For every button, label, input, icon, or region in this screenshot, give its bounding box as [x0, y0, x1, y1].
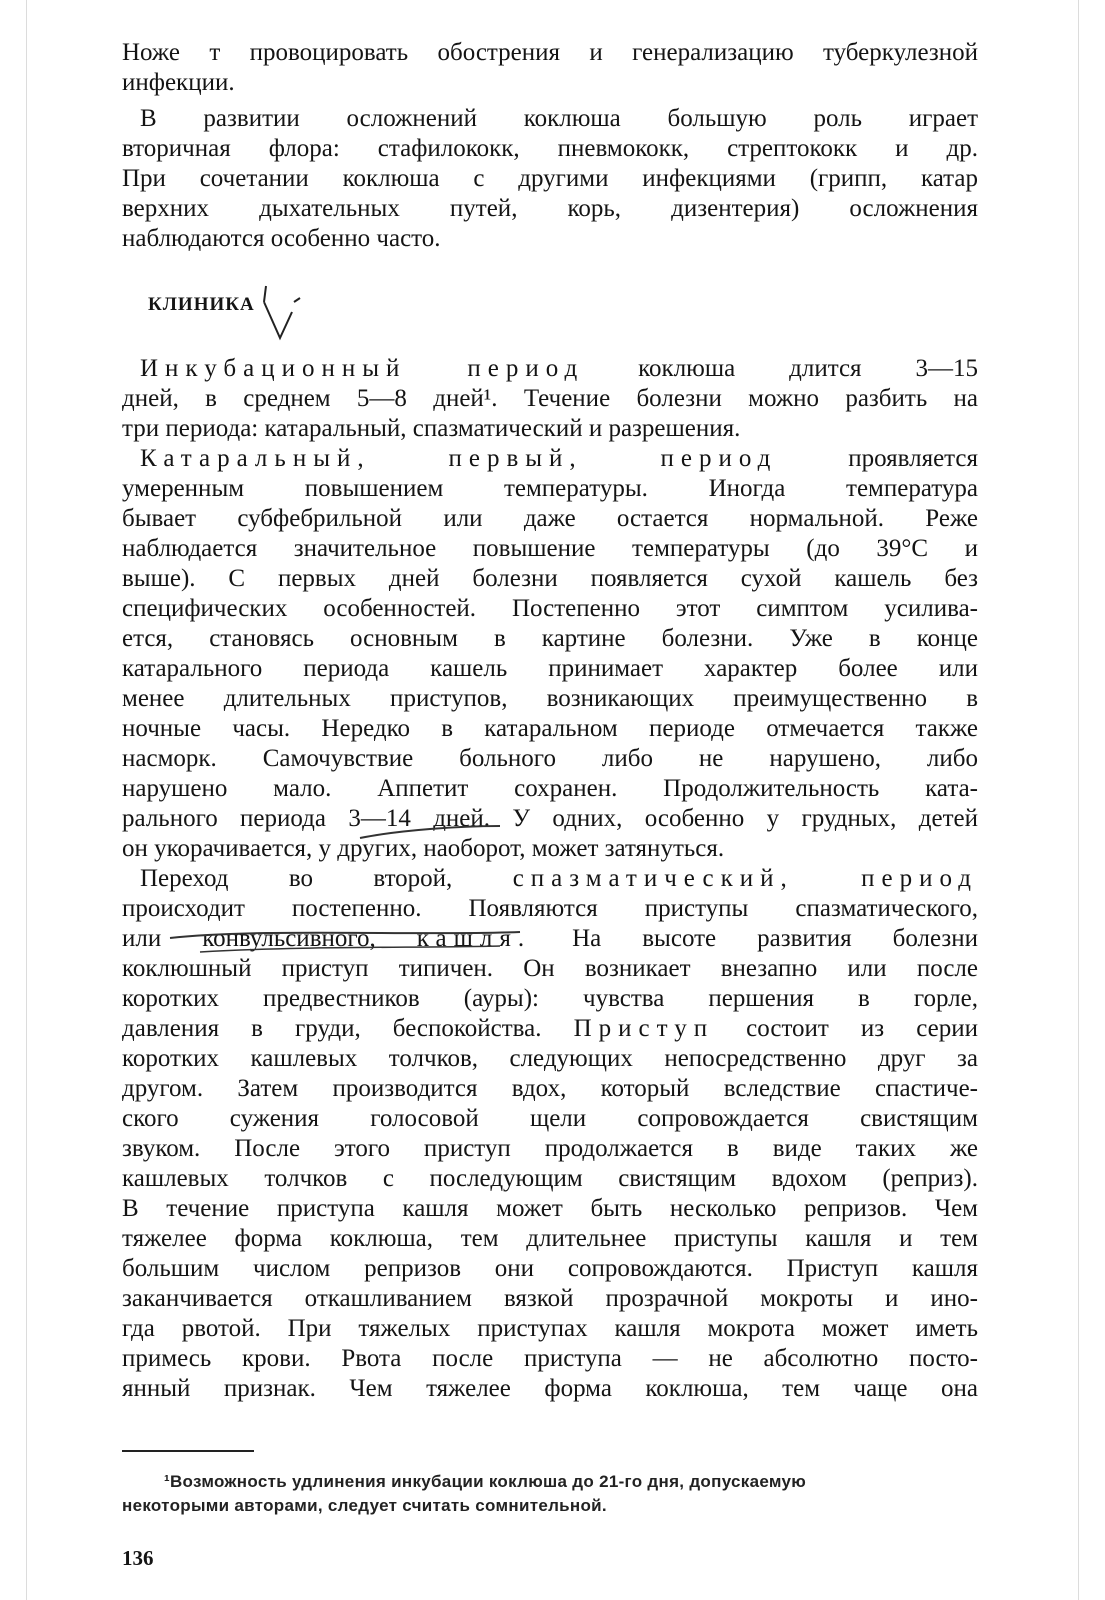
text-line: коклюшный приступ типичен. Он возникает внезапно или после: [122, 955, 978, 982]
text-line: менее длительных приступов, возникающих преимущественно в: [122, 685, 978, 712]
paragraph-spasmodic: [122, 864, 978, 1404]
page-edge-right: [1078, 0, 1079, 1600]
text-line: янный признак. Чем тяжелее форма коклюша, тем чаще она: [122, 1375, 978, 1402]
text-line: специфических особенностей. Постепенно этот симптом усилива-: [122, 595, 978, 622]
text-line: ется, становясь основным в картине болезни. Уже в конце: [122, 625, 978, 652]
text-line: нарушено мало. Аппетит сохранен. Продолжительность ката-: [122, 775, 978, 802]
text-line: При сочетании коклюша с другими инфекциями (грипп, катар: [122, 165, 978, 192]
footnote-line: ¹Возможность удлинения инкубации коклюша до 21-го дня, допускаемую: [164, 1472, 807, 1491]
text-line: большим числом репризов они сопровождаются. Приступ кашля: [122, 1255, 978, 1282]
text-span: давления в груди, беспокойства.: [122, 1015, 542, 1042]
text-line: примесь крови. Рвота после приступа — не абсолютно посто-: [122, 1345, 978, 1372]
text-span: коклюша длится 3—15: [584, 355, 978, 382]
text-line: [122, 354, 978, 384]
text-line: дней, в среднем 5—8 дней¹. Течение болезни можно разбить на: [122, 385, 978, 412]
text-line: В развитии осложнений коклюша большую роль играет: [140, 105, 978, 132]
text-line: выше). С первых дней болезни появляется сухой кашель без: [122, 565, 978, 592]
spaced-term: Приступ: [573, 1015, 715, 1042]
paragraph-incubation: [122, 354, 978, 444]
book-page: [122, 38, 978, 1571]
spaced-term: Катаральный, первый, период: [140, 445, 778, 472]
paragraph-catarrhal: [122, 444, 978, 864]
text-line: он укорачивается, у других, наоборот, может затянуться.: [122, 835, 725, 862]
text-line: три периода: катаральный, спазматический и разрешения.: [122, 415, 741, 442]
text-line: умеренным повышением температуры. Иногда температура: [122, 475, 978, 502]
text-line: [122, 444, 978, 474]
text-line: верхних дыхательных путей, корь, дизентерия) осложнения: [122, 195, 978, 222]
section-heading: [148, 294, 978, 352]
text-line: кашлевых толчков с последующим свистящим вдохом (реприз).: [122, 1165, 978, 1192]
text-line: [122, 1014, 978, 1044]
text-line: [122, 924, 978, 954]
footnote: [122, 1470, 978, 1518]
text-line: наблюдается значительное повышение температуры (до 39°С и: [122, 535, 978, 562]
paragraph-complications: [122, 104, 978, 254]
text-line: катарального периода кашель принимает характер более или: [122, 655, 978, 682]
text-line: коротких кашлевых толчков, следующих непосредственно друг за: [122, 1045, 978, 1072]
text-line: другом. Затем производится вдох, который вследствие спастиче-: [122, 1075, 978, 1102]
spaced-term: спазматический, период: [512, 865, 978, 892]
page-number: 136: [122, 1546, 154, 1570]
text-line: происходит постепенно. Появляются приступы спазматического,: [122, 895, 978, 922]
text-line: инфекции.: [122, 69, 235, 96]
spaced-term: кашля.: [416, 925, 532, 952]
text-line: наблюдаются особенно часто.: [122, 225, 441, 252]
text-line: Ноже т провоцировать обострения и генерализацию туберкулезной: [122, 39, 978, 66]
text-line: [122, 864, 978, 894]
spaced-term: Инкубационный период: [140, 355, 585, 382]
handwritten-check-mark: [260, 284, 308, 342]
text-line: бывает субфебрильной или даже остается нормальной. Реже: [122, 505, 978, 532]
text-line: ского сужения голосовой щели сопровождается свистящим: [122, 1105, 978, 1132]
text-line: тяжелее форма коклюша, тем длительнее приступы кашля и тем: [122, 1225, 978, 1252]
section-heading-text: КЛИНИКА: [148, 294, 255, 315]
text-line: гда рвотой. При тяжелых приступах кашля мокрота может иметь: [122, 1315, 978, 1342]
page-edge-left: [26, 0, 27, 1600]
text-span: состоит из серии: [714, 1015, 978, 1042]
text-line: насморк. Самочувствие больного либо не нарушено, либо: [122, 745, 978, 772]
paragraph-intro: [122, 38, 978, 98]
text-line: звуком. После этого приступ продолжается в виде таких же: [122, 1135, 978, 1162]
text-line: В течение приступа кашля может быть несколько репризов. Чем: [122, 1195, 978, 1222]
text-line: вторичная флора: стафилококк, пневмококк, стрептококк и др.: [122, 135, 978, 162]
text-line: ночные часы. Нередко в катаральном периоде отмечается также: [122, 715, 978, 742]
text-line: заканчивается откашливанием вязкой прозрачной мокроты и ино-: [122, 1285, 978, 1312]
footnote-line: некоторыми авторами, следует считать сомнительной.: [122, 1496, 607, 1515]
footnote-rule: [122, 1450, 254, 1452]
text-line: рального периода 3—14 дней. У одних, особенно у грудных, детей: [122, 805, 978, 832]
text-line: коротких предвестников (ауры): чувства першения в горле,: [122, 985, 978, 1012]
text-span: или конвульсивного,: [122, 925, 376, 952]
text-span: Переход во второй,: [140, 865, 453, 892]
text-span: проявляется: [777, 445, 978, 472]
text-span: На высоте развития болезни: [531, 925, 978, 952]
